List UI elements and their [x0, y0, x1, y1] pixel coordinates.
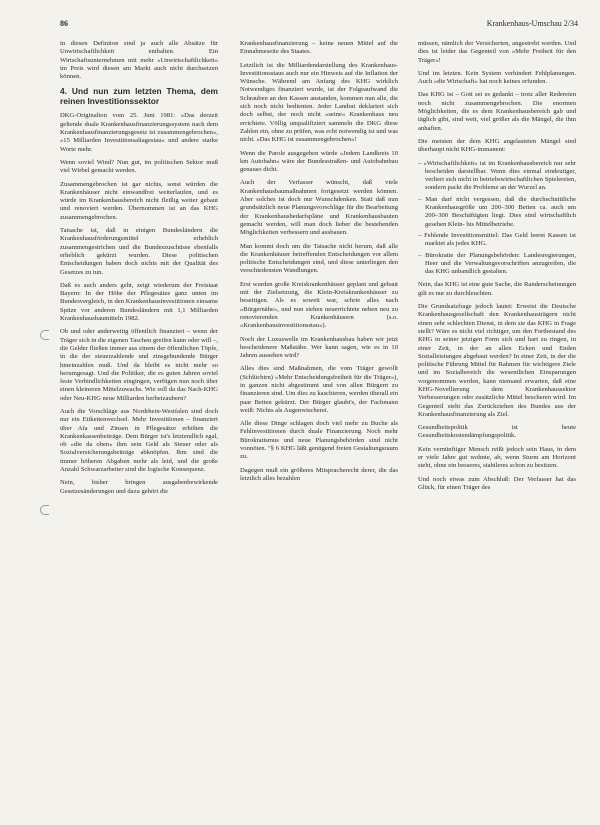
paragraph: Nein, bisher bringen ausgabenbewirkende Gesetzesänderungen und dazu gehört die [60, 479, 218, 495]
paragraph: Krankenhausfinanzierung – keine neuen Mittel auf die Einnahmeseite des Staates. [240, 40, 398, 56]
text-column-1 [60, 40, 218, 820]
paragraph: Alle diese Dinge schlagen doch viel mehr zu Buche als Fehlinvestitionen durch duale Finanzierung. Noch mehr Bürokratismus und neue Planungsbehörden sind nicht vonnöten. "§ 6 KHG läßt genügend freien Gestaltungsraum zu. [240, 420, 398, 461]
text-column-3 [418, 40, 576, 820]
paragraph: Und im letzten. Kein System verhindert Fehlplanungen. Auch »die Wirtschaft« hat noch keines erfunden. [418, 69, 576, 86]
list-item: – Man darf nicht vergessen, daß die durchschnittliche Krankenhausgröße um 200–300 Betten ca. auch um 200–300 Beschäftigten liegt. Dies sind wirtschaftlich gesehen Klein- bis Mittelbetriebe. [418, 196, 576, 229]
paragraph: Daß es auch anders geht, zeigt wiederum der Freistaat Bayern: In der Höhe der Pflegesätze ganz unten im Bundesvergleich, in den Krankenhausinvestitionen einsame Spitze vor anderen Bundesländern mit 1,1 Milliarden Krankenhausbaumitteln 1982. [60, 281, 218, 323]
paragraph: Auch der Verfasser wünscht, daß viele Krankenhausbaumaßnahmen fortgesetzt werden können. Aber solches ist doch nur Wunschdenken. Statt daß nun grundsätzlich neue Planungsvorschläge für die Bearbeitung der Krankenhausbedarfspläne und Krankenhausbauten gemacht werden, will man doch lieber die bestehenden Möglichkeiten verbessern und ausbauen. [240, 179, 398, 237]
text-column-2 [240, 40, 398, 820]
paragraph: Dagegen muß ein größeres Mitspracherecht derer, die das letztlich alles bezahlen [240, 466, 398, 482]
deficiency-list [418, 160, 576, 277]
list-item: – »Wirtschaftlichkeit« ist im Krankenhausbereich nur sehr bescheiden darstellbar. Wenn dies einmal eindeutiger, verliert sich nicht in betriebswirtschaftlichen Spielereien, sondern packt die Probleme an der Wurzel an. [418, 160, 576, 193]
paragraph: Nein, das KHG ist eine gute Sache, die Randerscheinungen gilt es nur zu durchleuchten. [418, 281, 576, 297]
paragraph: Auch die Vorschläge aus Nordrhein-Westfalen sind doch nur ein Etikettenwechsel. Mehr Investitionen – finanziert über Afa und Zinsen in Pflegesätze erhöhen die Krankenkassenbeiträge. Dem Bürger ist's letztendlich egal, ob »die da oben« ihm sein Geld als Steuer oder als Sozialversicherungsbeiträge abknöpfen. Ihm sind die immer höheren Abgaben mehr als leid, und die große Anzahl Schwarzarbeiter sind die logische Konsequenz. [60, 407, 218, 474]
binding-hole-mark [40, 505, 49, 515]
paragraph: Tatsache ist, daß in einigen Bundesländern die Krankenhausförderungsmittel erheblich zusammengestrichen und die Bundeszuschüsse ebenfalls erheblich gekürzt wurden. Diese politischen Entscheidungen haben doch nichts mit der Qualität des Gesetzes zu tun. [60, 227, 218, 276]
paragraph: Wenn die Parole ausgegeben würde »Jedem Landkreis 10 km Autobahn« wäre der Bundesstraßen- und Autobahnbau genauso dicht. [240, 149, 398, 174]
binding-hole-mark [40, 330, 49, 340]
paragraph: Letztlich ist die Milliardendarstellung des Krankenhaus-Investitionsstaus auch nur ein Hinweis auf die Inflation der Wünsche. Während am Anfang des KHG wirklich Notwendiges finanziert wurde, ist der Folgeaufwand die Schrauben an den Kassen anstanden, kommen nun alle, die sich noch nicht bedienten. Jeder Landrat deklariert sich doch selbst, der noch nicht »seine« Krankenhaus neu errichtete. Völlig unqualifiziert sammeln die DKG diese Zahlen ein, ohne zu prüfen, was echt notwendig ist und was nicht. »Das KHG ist zusammengebrochen«! [240, 61, 398, 144]
paragraph: Man kommt doch um die Tatsache nicht herum, daß alle die Krankenhäuser betreffenden Entscheidungen vor allem politische Entscheidungen sind, und diese unterliegen den verschiedensten Wandlungen. [240, 242, 398, 275]
paragraph: Und noch etwas zum Abschluß: Der Verfasser hat das Glück, für einen Träger des [418, 475, 576, 491]
paragraph: Die meisten der dem KHG angelasteten Mängel sind überhaupt nicht KHG-immanent: [418, 137, 576, 154]
paragraph: Erst wurden große Kreiskrankenhäuser geplant und gebaut mit der Zielsetzung, die Klein-Kreiskrankenhäuser zu beseitigen. Als es soweit war, schrie alles nach »Bürgernähe«, und nun stehen neuerrichtete neben neu zu renovierenden Krankenhäusern (s.o. »Krankenhausinvestitionsstau«). [240, 280, 398, 330]
running-header [60, 16, 578, 32]
paragraph: Die Grundsatzfrage jedoch lautet: Erweist die Deutsche Krankenhausgesellschaft den Krankenhausträgern nicht einen sehr schlechten Dienst, in dem sie das KHG in Frage stellt? Wäre es nicht viel richtiger, um den Fortbestand des KHG in seiner jetzigen Form sich und hart zu ringen, in einer Zeit, in der an allen Ecken und Enden Sozialleistungen abgebaut werden? In einer Zeit, in der die politische Führung Mittel für Rahmen für wichtigere Ziele und im Sozialbereich die wesentlichen Einsparungen vorgenommen werden, kann niemand erwarten, daß eine KHG-Novellierung dem Krankenhaussektor Verbesserungen oder zusätzliche Mittel bescheren wird. Im Gegenteil steht das Zurückziehen des Bundes aus der Krankenhausfinanzierung als Ziel. [418, 303, 576, 418]
paragraph: Kein vernünftiger Mensch reißt jedoch sein Haus, in dem er viele Jahre gut wohnte, ab, wenn Sturm am Horizont steht, ohne ein besseres, stabileres schon zu besitzen. [418, 445, 576, 470]
paragraph: DKG-Originalton vom 25. Juni 1981: »Das derzeit geltende duale Krankenhausfinanzierungssystem nach dem Krankenhausfinanzierungsgesetz ist zusammengebrochen«, »15 Milliarden Investitionsaltagestau« und andere starke Worte mehr. [60, 112, 218, 153]
running-title: Krankenhaus-Umschau 2/34 [486, 19, 578, 28]
paragraph: Noch der Luxuswelle im Krankenhausbau haben wir jetzt bescheidenere Maßstäbe. Wer kann sagen, wie es in 10 Jahren aussehen wird? [240, 335, 398, 360]
paragraph: Ob und oder anderweitig öffentlich finanziert – wenn der Träger sich in die eigenen Taschen greifen kann oder will –, die Gelder fließen immer aus einem der öffentlichen Töpfe, in die der steuerzahlende und zinsgebundende Bürger hineinzahlen muß. Und da bleibt es nicht mehr so herumgesagt. Und die Politiker, die es guten Jahren soviel feste Verbindlichkeiten eingingen, verfügen nun noch über einen kleineren Mittelzuwachs. Wie soll da das Nach-KHG oder Neu-KHG neue Milliarden herbeizaubern? [60, 328, 218, 402]
list-item: – Bürokratie der Planungsbehörden: Landesregierungen, Heer und die Verwaltungsvorschriften anzugreifen, die das KHG unbandlich gestalten. [418, 252, 576, 277]
paragraph: müssen, nämlich der Versicherten, angestrebt werden. Und dies ist leider das Gegenteil von »Mehr Freiheit für den Träger«! [418, 40, 576, 64]
paragraph: Zusammengebrochen ist gar nichts, sonst würden die Krankenhäuser nicht einwandfrei weiterlaufen, und es würde im Krankenhausbereich nicht fleißig weiter gebaut und renoviert werden. Übernommen ist an das KHG zusammengebrochen. [60, 180, 218, 221]
paragraph: Alles dies sind Maßnahmen, die vom Träger gewollt (Schlüchtrn) »Mehr Entscheidungsfreiheit für die Träger«), in ganzen nicht abgestimmt und von allen Bürgern zu finanzieren sind. Um dies zu kaschieren, werden überall ein paar Betten gekürzt. Der Bürger glaubt's, der Fachmann weiß: Nichts als Augenwischerei. [240, 365, 398, 414]
list-item: – Fehlende Investitionsmittel: Das Geld leeret Kassen ist marktet als jedes KHG. [418, 232, 576, 249]
paragraph: Wenn soviel Wind? Nun gut, im politischen Sektor muß viel Wirbel gemacht werden. [60, 158, 218, 175]
paragraph: in diesen Definiton sind ja auch alle Absätze für Unwirtschaftlichkeit enthalten. Ein Wirtschaftsunternehmen mit mehr »Unwirtschaftlichkeit« im Preis wird diesen am Markt auch nicht durchsetzen können. [60, 40, 218, 81]
paragraph: Gesundheitspolitik ist heute Gesundheitskostendämpfungspolitik. [418, 424, 576, 440]
section-heading: 4. Und nun zum letzten Thema, dem reinen Investitionssektor [60, 86, 218, 107]
paragraph: Das KHG ist – Gott sei es gedankt – trotz aller Redereien noch nicht zusammengebrochen. Die enormen Möglichkeiten, die es dem Krankenhausbereich gab und täglich gibt, sind weit, viel größer als die Mängel, die ihm anhaften. [418, 91, 576, 132]
page-number: 86 [60, 19, 68, 28]
